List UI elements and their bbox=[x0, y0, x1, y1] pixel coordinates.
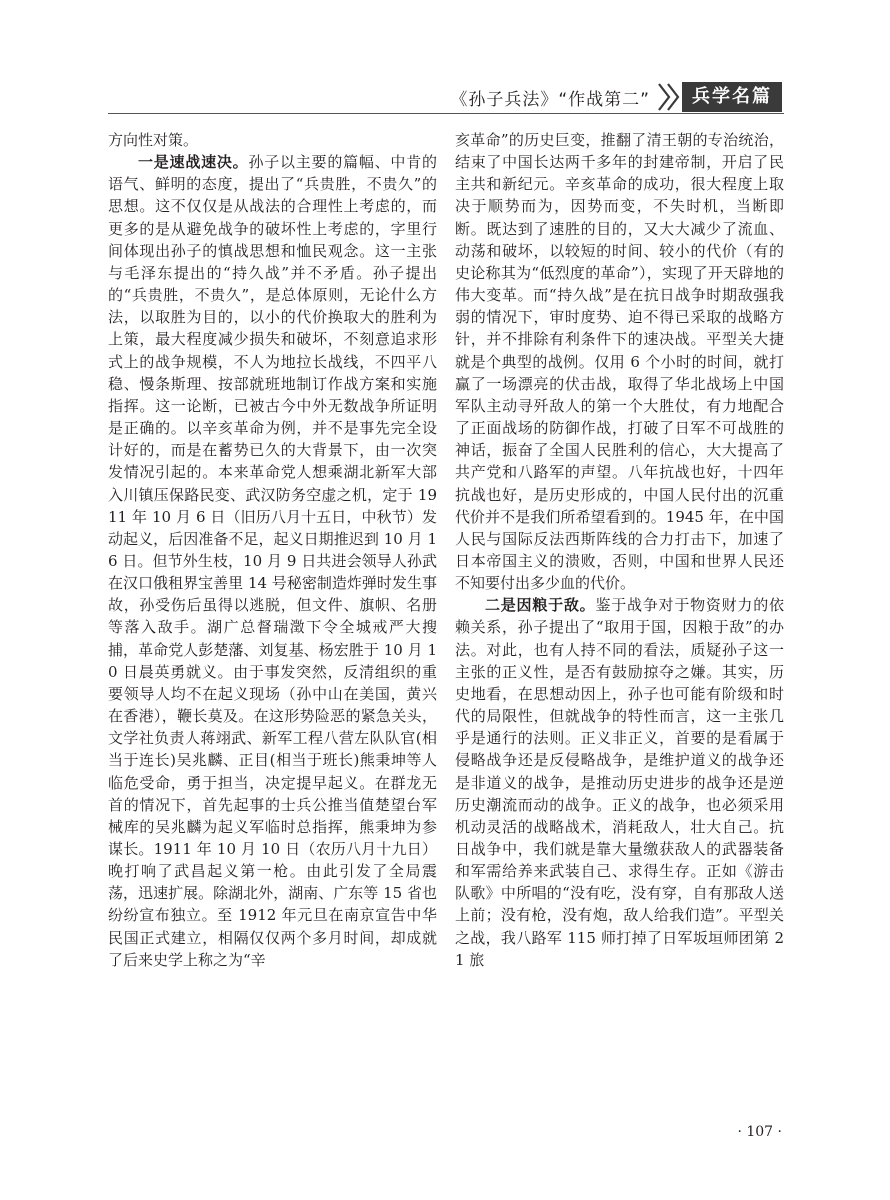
paragraph-text: 孙子以主要的篇幅、中肯的语气、鲜明的态度，提出了“兵贵胜，不贵久”的思想。这不仅仅是从战法的合理性上考虑的，而更多的是从避免战争的破坏性上考虑的，字里行间体现出孙子的慎战思想和恤民观念。这一主张与毛泽东提出的“持久战”并不矛盾。孙子提出的“兵贵胜，不贵久”，是总体原则，无论什么方法，以取胜为目的，以小的代价换取大的胜利为上策，最大程度减少损失和破坏，不刻意追求形式上的战争规模，不人为地拉长战线，不四平八稳、慢条斯理、按部就班地制订作战方案和实施指挥。这一论断，已被古今中外无数战争所证明是正确的。以辛亥革命为例，并不是事先完全设计好的，而是在蓄势已久的大背景下，由一次突发情况引起的。本来革命党人想乘湖北新军大部入川镇压保路民变、武汉防务空虚之机，定于 1911 年 10 月 6 日（旧历八月十五日，中秋节）发动起义，后因准备不足，起义日期推迟到 10 月 16 日。但节外生枝，10 月 9 日共进会领导人孙武在汉口俄租界宝善里 14 号秘密制造炸弹时发生事故，孙受伤后虽得以逃脱，但文件、旗帜、名册等落入敌手。湖广总督瑞澂下令全城戒严大搜捕，革命党人彭楚藩、刘复基、杨宏胜于 10 月 10 日晨英勇就义。由于事发突然，反清组织的重要领导人均不在起义现场（孙中山在美国，黄兴在香港），鞭长莫及。在这形势险恶的紧急关头，文学社负责人蒋翊武、新军工程八营左队队官(相当于连长)吴兆麟、正目(相当于班长)熊秉坤等人临危受命，勇于担当，决定提早起义。在群龙无首的情况下，首先起事的士兵公推当值楚望台军械库的吴兆麟为起义军临时总指挥，熊秉坤为参谋长。1911 年 10 月 10 日（农历八月十九日）晚打响了武昌起义第一枪。由此引发了全局震荡，迅速扩展。除湖北外，湖南、广东等 15 省也纷纷宣布独立。至 1912 年元旦在南京宣告中华民国正式建立，相隔仅仅两个多月时间，却成就了后来史学上称之为“辛 bbox=[108, 153, 437, 969]
paragraph bbox=[108, 151, 437, 971]
right-column bbox=[455, 129, 784, 1134]
section-badge: 兵学名篇 bbox=[682, 82, 782, 112]
body-columns bbox=[108, 129, 784, 1134]
left-column bbox=[108, 129, 437, 1134]
paragraph-lead: 二是因粮于敌。 bbox=[485, 596, 596, 615]
header-divider bbox=[108, 113, 784, 114]
chevron-right-icon bbox=[656, 82, 682, 112]
paragraph bbox=[455, 594, 784, 971]
paragraph-text: 方向性对策。 bbox=[108, 131, 199, 149]
article-title: 《孙子兵法》“作战第二” bbox=[450, 89, 650, 110]
paragraph-text: 鉴于战争对于物资财力的依赖关系，孙子提出了“取用于国，因粮于敌”的办法。对此，也有人持不同的看法，质疑孙子这一主张的正义性，是否有鼓励掠夺之嫌。其实，历史地看，在思想动因上，孙子也可能有阶级和时代的局限性，但就战争的特性而言，这一主张几乎是通行的法则。正义非正义，首要的是看属于侵略战争还是反侵略战争，是维护道义的战争还是非道义的战争，是推动历史进步的战争还是逆历史潮流而动的战争。正义的战争，也必须采用机动灵活的战略战术，消耗敌人，壮大自己。抗日战争中，我们就是靠大量缴获敌人的武器装备和军需给养来武装自己、求得生存。正如《游击队歌》中所唱的“没有吃，没有穿，自有那敌人送上前；没有枪，没有炮，敌人给我们造”。平型关之战，我八路军 115 师打掉了日军坂垣师团第 21 旅 bbox=[455, 596, 784, 969]
paragraph-lead: 一是速战速决。 bbox=[138, 153, 249, 172]
paragraph bbox=[108, 129, 437, 151]
paragraph-text: 亥革命”的历史巨变，推翻了清王朝的专治统治，结束了中国长达两千多年的封建帝制，开启了民主共和新纪元。辛亥革命的成功，很大程度上取决于顺势而为，因势而变，不失时机，当断即断。既达到了速胜的目的，又大大减少了流血、动荡和破坏，以较短的时间、较小的代价（有的史论称其为“低烈度的革命”），实现了开天辟地的伟大变革。而“持久战”是在抗日战争时期敌强我弱的情况下，审时度势、迫不得已采取的战略方针，并不排除有利条件下的速决战。平型关大捷就是个典型的战例。仅用 6 个小时的时间，就打赢了一场漂亮的伏击战，取得了华北战场上中国军队主动寻歼敌人的第一个大胜仗，有力地配合了正面战场的防御作战，打破了日军不可战胜的神话，振奋了全国人民胜利的信心，大大提高了共产党和八路军的声望。八年抗战也好，十四年抗战也好，是历史形成的，中国人民付出的沉重代价并不是我们所希望看到的。1945 年，在中国人民与国际反法西斯阵线的合力打击下，加速了日本帝国主义的溃败，否则，中国和世界人民还不知要付出多少血的代价。 bbox=[455, 131, 784, 593]
paragraph bbox=[455, 129, 784, 594]
page-number: · 107 · bbox=[737, 1124, 782, 1140]
running-header bbox=[450, 82, 782, 112]
